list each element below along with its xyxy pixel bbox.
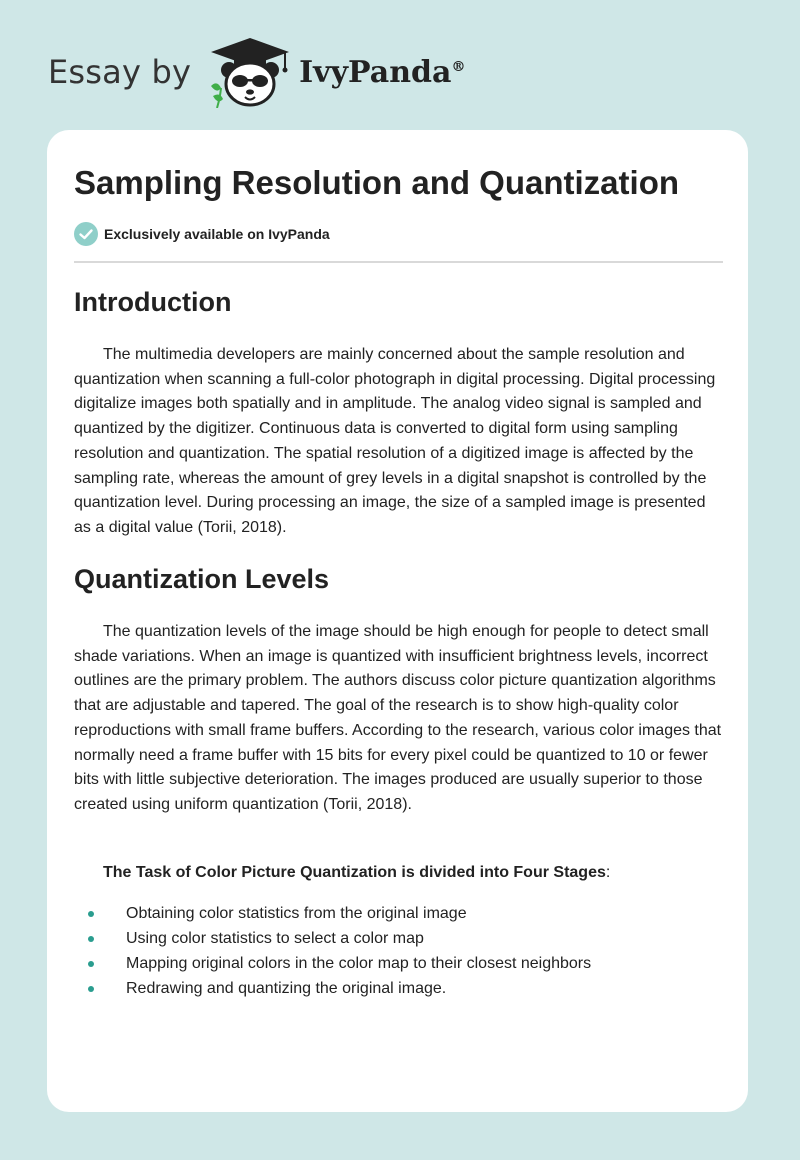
exclusive-badge <box>74 222 330 246</box>
panda-logo-icon[interactable] <box>207 36 293 108</box>
list-item-text: Obtaining color statistics from the original image <box>126 905 467 922</box>
stages-intro <box>103 861 610 885</box>
list-item-text: Mapping original colors in the color map to their closest neighbors <box>126 955 592 972</box>
bullet-dot <box>88 986 94 992</box>
list-item <box>74 901 591 926</box>
check-circle-icon <box>74 222 98 246</box>
title-divider <box>74 261 723 263</box>
brand-name[interactable]: IvyPanda® <box>299 54 466 90</box>
bullet-dot <box>88 936 94 942</box>
quantization-paragraph: The quantization levels of the image should be high enough for people to detect small shade variations. When an image is quantized with insufficient brightness levels, incorrect outlines are the primary problem. The authors discuss color picture quantization algorithms that are adjustable and tapered. The goal of the research is to show high-quality color reproductions with small frame buffers. According to the research, various color images that normally need a frame buffer with 15 bits for every pixel could be quantized to 10 or fewer bits with little subjective deterioration. The images produced are usually superior to those created using uniform quantization (Torii, 2018). <box>74 623 722 813</box>
list-item <box>74 976 591 1001</box>
section-heading-quantization-levels: Quantization Levels <box>74 564 330 594</box>
bullet-dot <box>88 911 94 917</box>
list-item <box>74 926 591 951</box>
exclusive-badge-text: Exclusively available on IvyPanda <box>104 226 330 242</box>
list-item <box>74 951 591 976</box>
site-header <box>48 36 465 108</box>
registered-mark: ® <box>451 58 466 75</box>
stages-intro-colon: : <box>605 864 611 881</box>
stages-list <box>74 901 591 1001</box>
list-item-text: Redrawing and quantizing the original image. <box>126 980 447 997</box>
list-item-text: Using color statistics to select a color map <box>126 930 424 947</box>
essay-by-label: Essay by <box>48 53 192 91</box>
essay-card <box>47 130 748 1112</box>
section-heading-introduction: Introduction <box>74 287 232 317</box>
bullet-dot <box>88 961 94 967</box>
introduction-paragraph: The multimedia developers are mainly concerned about the sample resolution and quantization when scanning a full-color photograph in digital processing. Digital processing digitalize images both spatially and in amplitude. The analog video signal is sampled and quantized by the digitizer. Continuous data is converted to digital form using sampling resolution and quantization. The spatial resolution of a digitized image is affected by the sampling rate, whereas the amount of grey levels in a digital snapshot is controlled by the quantization level. During processing an image, the size of a sampled image is presented as a digital value (Torii, 2018). <box>74 346 716 536</box>
essay-title: Sampling Resolution and Quantization <box>74 164 680 201</box>
stages-intro-bold: The Task of Color Picture Quantization is divided into Four Stages <box>103 864 606 881</box>
